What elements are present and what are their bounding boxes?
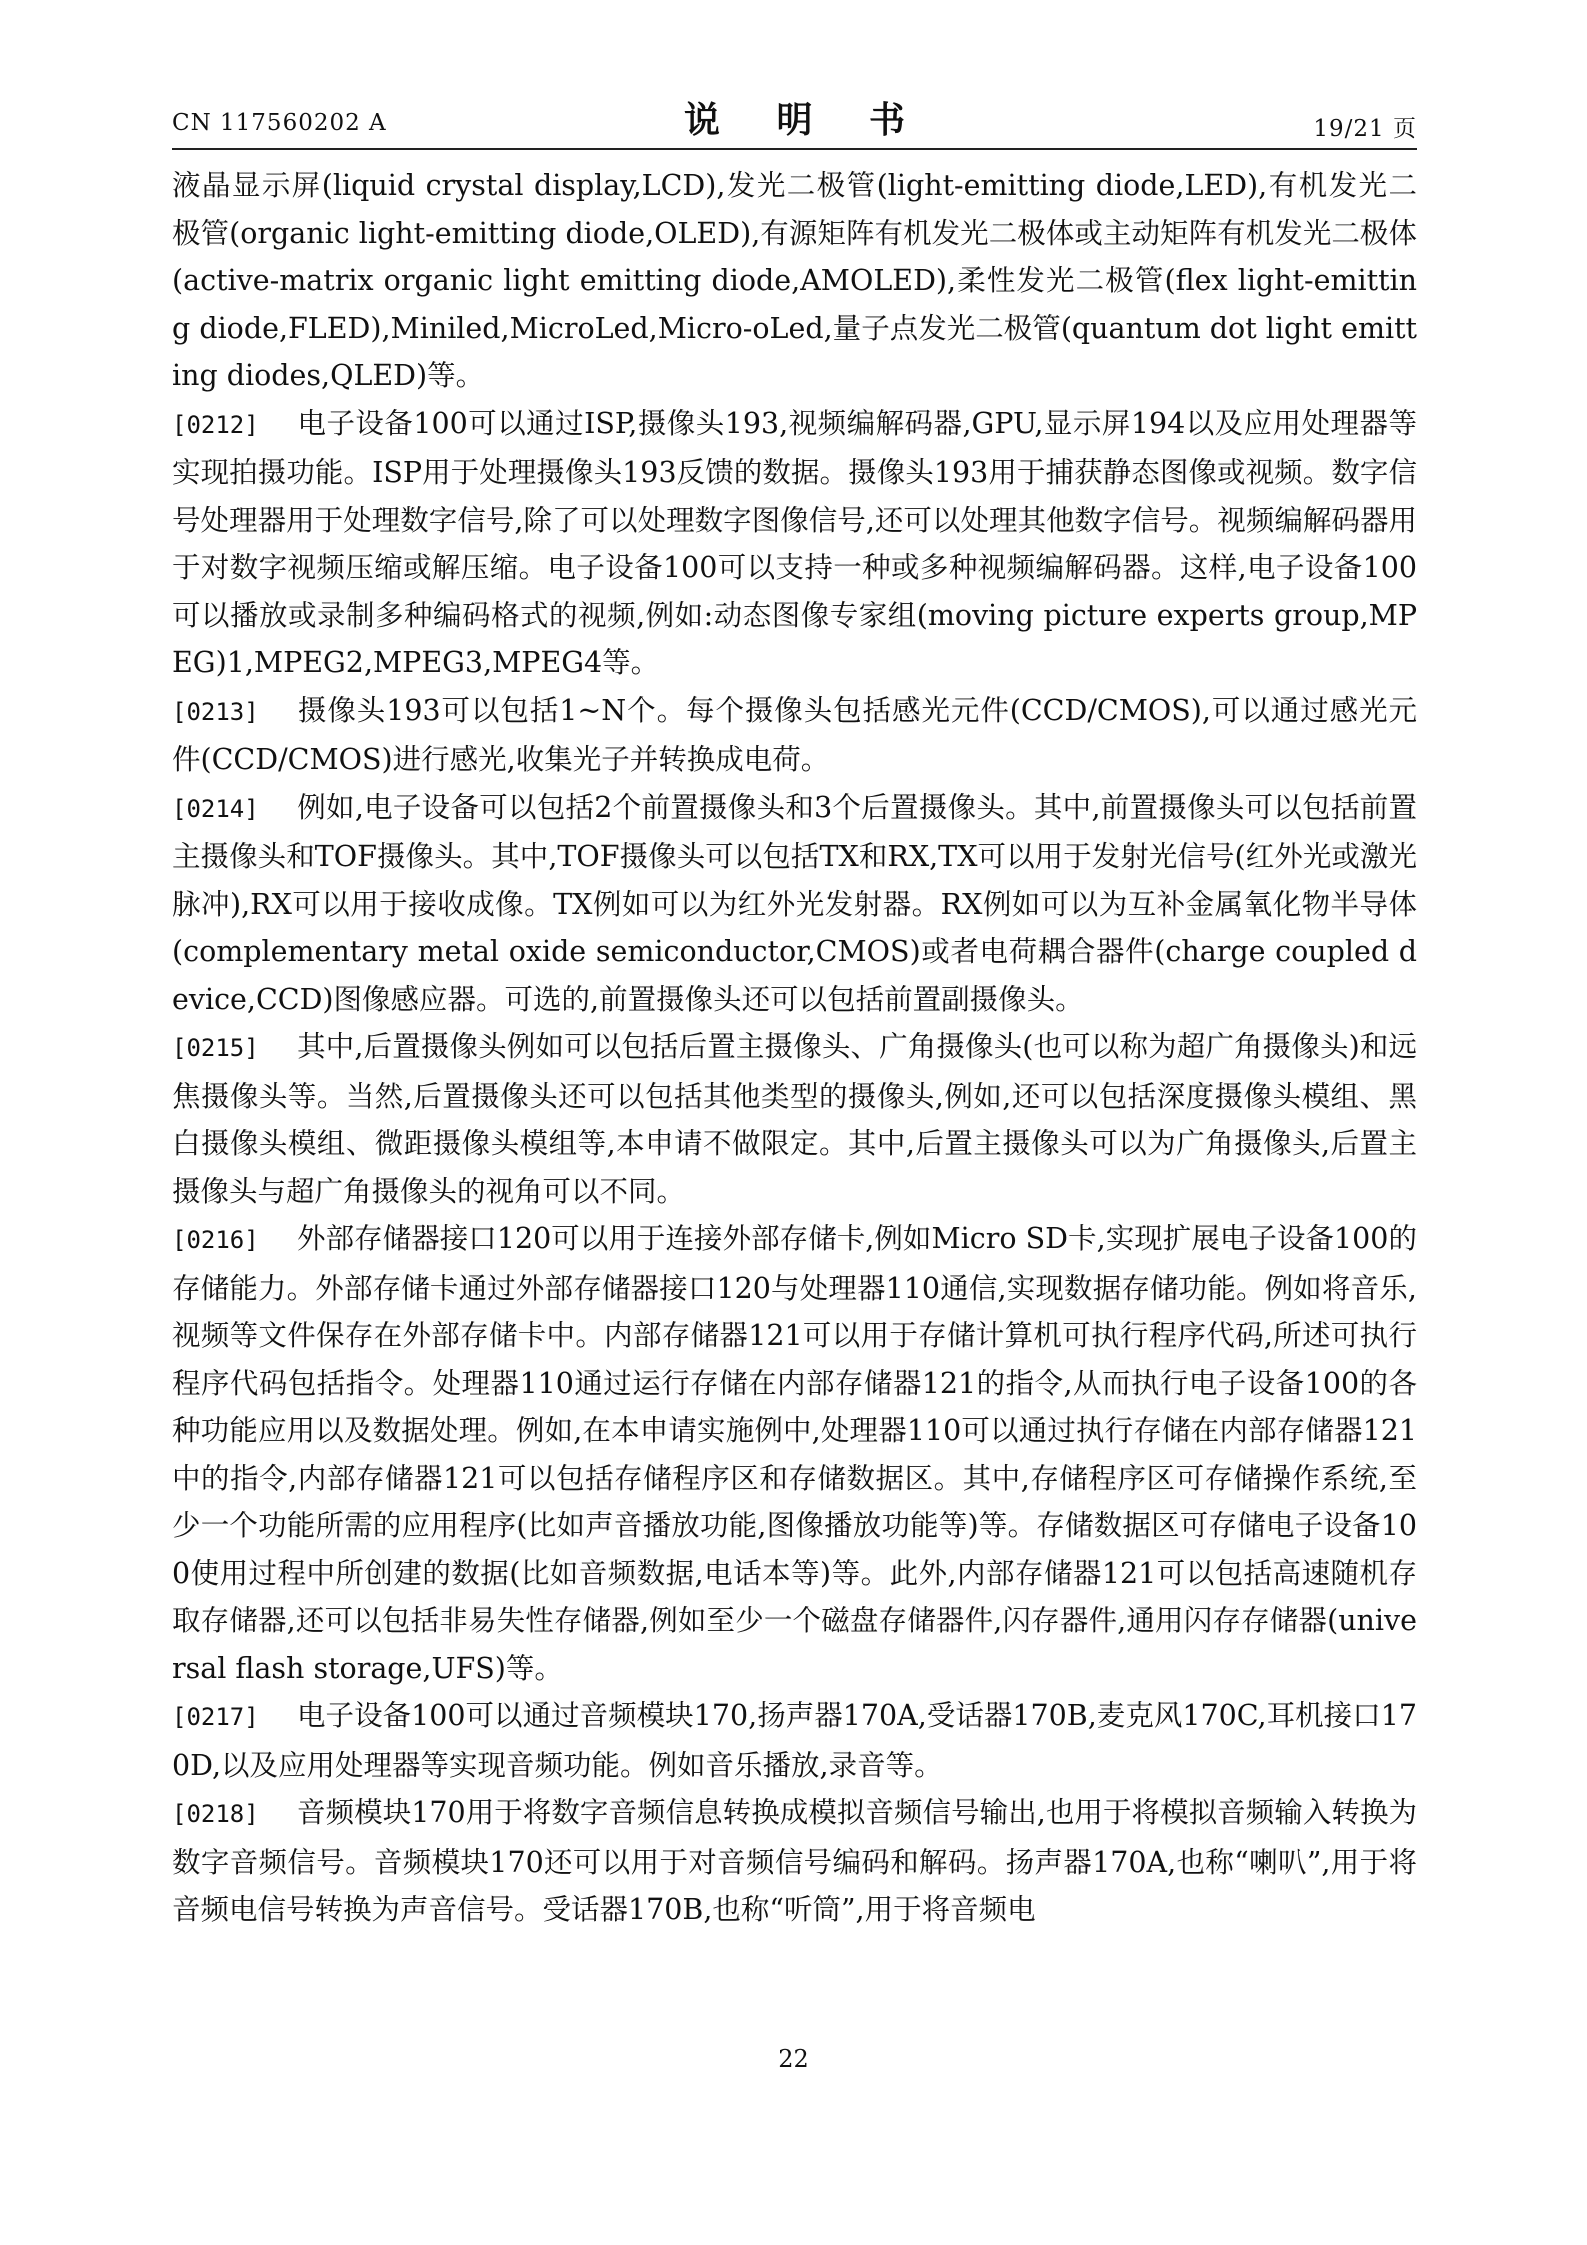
- paragraph-0217: [172, 1692, 1417, 1789]
- paragraph-text: 电子设备100可以通过音频模块170,扬声器170A,受话器170B,麦克风170C,耳机接口170D,以及应用处理器等实现音频功能。例如音乐播放,录音等。: [172, 1699, 1417, 1782]
- paragraph-0212: [172, 400, 1417, 687]
- paragraph-continued: [172, 162, 1417, 400]
- paragraph-number: [0214]: [172, 794, 259, 823]
- paragraph-text: 其中,后置摄像头例如可以包括后置主摄像头、广角摄像头(也可以称为超广角摄像头)和远焦摄像头等。当然,后置摄像头还可以包括其他类型的摄像头,例如,还可以包括深度摄像头模组、黑白摄像头模组、微距摄像头模组等,本申请不做限定。其中,后置主摄像头可以为广角摄像头,后置主摄像头与超广角摄像头的视角可以不同。: [172, 1030, 1417, 1208]
- paragraph-number: [0215]: [172, 1034, 259, 1062]
- page-number: 22: [778, 2045, 809, 2073]
- paragraph-number: [0212]: [172, 410, 259, 439]
- patent-number: CN 117560202 A: [172, 110, 387, 136]
- page-header: [172, 92, 1417, 148]
- paragraph-text: 摄像头193可以包括1~N个。每个摄像头包括感光元件(CCD/CMOS),可以通过感光元件(CCD/CMOS)进行感光,收集光子并转换成电荷。: [172, 693, 1417, 776]
- paragraph-text: 电子设备100可以通过ISP,摄像头193,视频编解码器,GPU,显示屏194以及应用处理器等实现拍摄功能。ISP用于处理摄像头193反馈的数据。摄像头193用于捕获静态图像或视频。数字信号处理器用于处理数字信号,除了可以处理数字图像信号,还可以处理其他数字信号。视频编解码器用于对数字视频压缩或解压缩。电子设备100可以支持一种或多种视频编解码器。这样,电子设备100可以播放或录制多种编码格式的视频,例如:动态图像专家组(moving picture experts group,MPEG)1,MPEG2,MPEG3,MPEG4等。: [172, 406, 1417, 679]
- paragraph-0215: [172, 1023, 1417, 1215]
- page-indicator: 19/21 页: [1313, 116, 1417, 142]
- paragraph-number: [0216]: [172, 1226, 259, 1254]
- paragraph-0213: [172, 687, 1417, 784]
- paragraph-0218: [172, 1789, 1417, 1934]
- paragraph-0216: [172, 1215, 1417, 1692]
- paragraph-text: 音频模块170用于将数字音频信息转换成模拟音频信号输出,也用于将模拟音频输入转换为数字音频信号。音频模块170还可以用于对音频信号编码和解码。扬声器170A,也称“喇叭”,用于将音频电信号转换为声音信号。受话器170B,也称“听筒”,用于将音频电: [172, 1796, 1417, 1926]
- paragraph-text: 外部存储器接口120可以用于连接外部存储卡,例如Micro SD卡,实现扩展电子设备100的存储能力。外部存储卡通过外部存储器接口120与处理器110通信,实现数据存储功能。例如将音乐,视频等文件保存在外部存储卡中。内部存储器121可以用于存储计算机可执行程序代码,所述可执行程序代码包括指令。处理器110通过运行存储在内部存储器121的指令,从而执行电子设备100的各种功能应用以及数据处理。例如,在本申请实施例中,处理器110可以通过执行存储在内部存储器121中的指令,内部存储器121可以包括存储程序区和存储数据区。其中,存储程序区可存储操作系统,至少一个功能所需的应用程序(比如声音播放功能,图像播放功能等)等。存储数据区可存储电子设备100使用过程中所创建的数据(比如音频数据,电话本等)等。此外,内部存储器121可以包括高速随机存取存储器,还可以包括非易失性存储器,例如至少一个磁盘存储器件,闪存器件,通用闪存存储器(universal flash storage,UFS)等。: [172, 1222, 1417, 1685]
- paragraph-number: [0218]: [172, 1800, 259, 1828]
- paragraph-number: [0217]: [172, 1703, 259, 1731]
- paragraph-text: 例如,电子设备可以包括2个前置摄像头和3个后置摄像头。其中,前置摄像头可以包括前置主摄像头和TOF摄像头。其中,TOF摄像头可以包括TX和RX,TX可以用于发射光信号(红外光或激光脉冲),RX可以用于接收成像。TX例如可以为红外光发射器。RX例如可以为互补金属氧化物半导体(complementary metal oxide semiconductor,CMOS)或者电荷耦合器件(charge coupled device,CCD)图像感应器。可选的,前置摄像头还可以包括前置副摄像头。: [172, 790, 1417, 1016]
- body-text: [172, 162, 1417, 1934]
- paragraph-text: 液晶显示屏(liquid crystal display,LCD),发光二极管(light-emitting diode,LED),有机发光二极管(organic light-emitting diode,OLED),有源矩阵有机发光二极体或主动矩阵有机发光二极体(active-matrix organic light emitting diode,AMOLED),柔性发光二极管(flex light-emitting diode,FLED),Miniled,MicroLed,Micro-oLed,量子点发光二极管(quantum dot light emitting diodes,QLED)等。: [172, 169, 1417, 392]
- header-divider: [172, 148, 1417, 150]
- paragraph-number: [0213]: [172, 697, 259, 726]
- document-title: 说 明 书: [683, 99, 928, 141]
- paragraph-0214: [172, 784, 1417, 1024]
